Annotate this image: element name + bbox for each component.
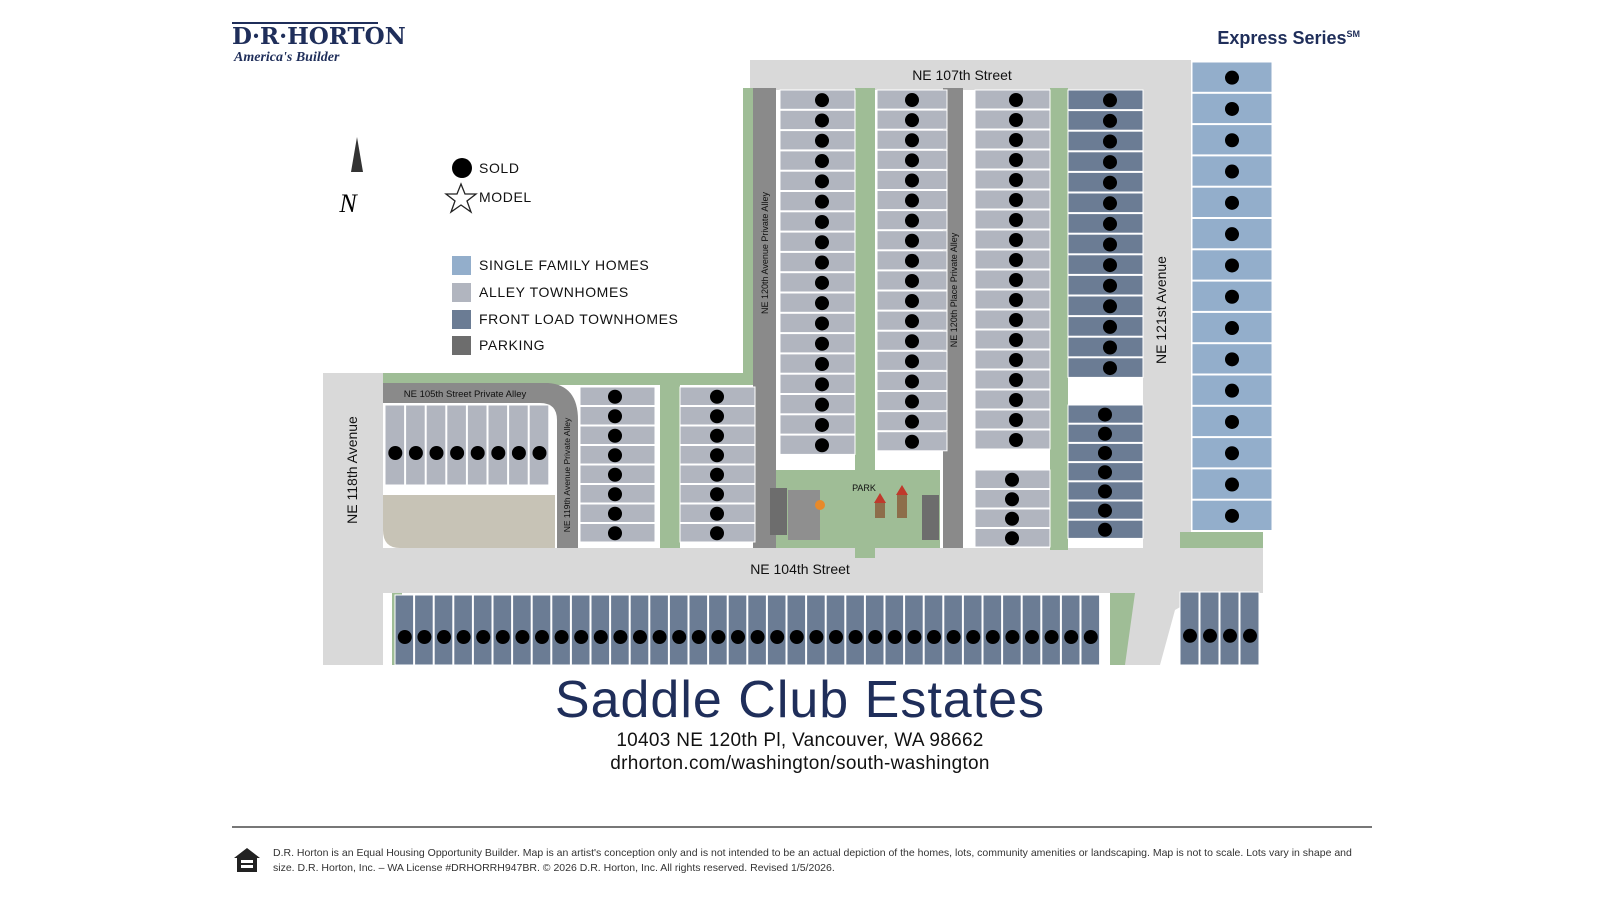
sold-dot-icon xyxy=(1225,227,1239,241)
sold-dot-icon xyxy=(457,630,471,644)
sold-dot-icon xyxy=(905,173,919,187)
sold-dot-icon xyxy=(815,398,829,412)
legal-disclaimer: D.R. Horton is an Equal Housing Opportunity Builder. Map is an artist's conception only and is not intended to be an actual depiction of the homes, lots, community amenities or landscaping. Map is not to scale. Lots vary in shape and size. D.R. Horton, Inc. – WA License #DRHORRH947BR. © 2026 D.R. Horton, Inc. All rights reserved. Revised 1/5/2026. xyxy=(273,847,1352,874)
sold-dot-icon xyxy=(515,630,529,644)
sold-dot-icon xyxy=(927,630,941,644)
sold-dot-icon xyxy=(1225,384,1239,398)
front-load-lot xyxy=(591,595,610,665)
sold-dot-icon xyxy=(1009,113,1023,127)
sold-dot-icon xyxy=(1103,238,1117,252)
sold-dot-icon xyxy=(1103,341,1117,355)
front-load-lot xyxy=(1240,592,1259,665)
sold-dot-icon xyxy=(1225,478,1239,492)
sold-dot-icon xyxy=(947,630,961,644)
sold-dot-icon xyxy=(417,630,431,644)
front-load-lot xyxy=(669,595,688,665)
front-load-lot xyxy=(1022,595,1041,665)
alley-townhome-lot xyxy=(529,405,549,485)
alley-ne-120th-ave: NE 120th Avenue Private Alley xyxy=(760,192,770,314)
front-load-lot xyxy=(1081,595,1100,665)
sold-dot-icon xyxy=(1103,361,1117,375)
sold-dot-icon xyxy=(1009,353,1023,367)
sold-dot-icon xyxy=(1009,373,1023,387)
alley-townhome-lot xyxy=(406,405,426,485)
sold-dot-icon xyxy=(1243,629,1257,643)
legend-alley-townhomes: ALLEY TOWNHOMES xyxy=(479,284,629,300)
sold-dot-icon xyxy=(692,630,706,644)
front-load-lot xyxy=(865,595,884,665)
sold-dot-icon xyxy=(1103,320,1117,334)
sold-dot-icon xyxy=(1009,273,1023,287)
sold-dot-icon xyxy=(770,630,784,644)
alley-townhome-lot xyxy=(509,405,529,485)
street-ne-107th: NE 107th Street xyxy=(912,67,1012,83)
sold-dot-icon xyxy=(1009,333,1023,347)
sold-dot-icon xyxy=(1009,173,1023,187)
front-load-lot xyxy=(748,595,767,665)
sold-dot-icon xyxy=(1223,629,1237,643)
sold-dot-icon xyxy=(555,630,569,644)
front-load-lot xyxy=(944,595,963,665)
front-load-lot xyxy=(885,595,904,665)
front-load-lot xyxy=(1061,595,1080,665)
north-arrow-icon xyxy=(351,137,363,172)
front-load-lot xyxy=(434,595,453,665)
sold-dot-icon xyxy=(815,438,829,452)
sold-dot-icon xyxy=(1045,630,1059,644)
sold-dot-icon xyxy=(1225,352,1239,366)
sold-dot-icon xyxy=(815,296,829,310)
sold-dot-icon xyxy=(966,630,980,644)
sold-dot-icon xyxy=(1009,153,1023,167)
front-load-lot xyxy=(846,595,865,665)
sold-dot-icon xyxy=(1009,413,1023,427)
model-star-icon xyxy=(446,184,476,212)
sold-dot-icon xyxy=(574,630,588,644)
front-load-lot xyxy=(571,595,590,665)
sold-dot-icon xyxy=(1225,321,1239,335)
sold-dot-icon xyxy=(849,630,863,644)
legend-model: MODEL xyxy=(479,189,532,205)
sold-dot-icon xyxy=(815,174,829,188)
sold-dot-icon xyxy=(1225,509,1239,523)
alley-townhomes-swatch xyxy=(452,283,471,302)
sold-dot-icon xyxy=(888,630,902,644)
sold-dot-icon xyxy=(710,507,724,521)
sold-dot-icon xyxy=(1103,217,1117,231)
sold-dot-icon xyxy=(907,630,921,644)
legend-sold: SOLD xyxy=(479,160,520,176)
sold-dot-icon xyxy=(1005,492,1019,506)
sold-dot-icon xyxy=(1009,133,1023,147)
sold-dot-icon xyxy=(815,357,829,371)
north-label: N xyxy=(339,189,357,218)
sold-dot-icon xyxy=(1225,71,1239,85)
front-load-lot xyxy=(767,595,786,665)
sold-dot-icon xyxy=(1009,253,1023,267)
front-load-lot xyxy=(1042,595,1061,665)
sold-dot-icon xyxy=(1009,433,1023,447)
sold-dot-icon xyxy=(1183,629,1197,643)
alley-townhome-lot xyxy=(467,405,487,485)
legend-front-load: FRONT LOAD TOWNHOMES xyxy=(479,311,679,327)
logo-wordmark: D·R·HORTON xyxy=(232,23,406,50)
sold-dot-icon xyxy=(1098,427,1112,441)
alley-ne-105th: NE 105th Street Private Alley xyxy=(403,389,527,400)
sold-dot-icon xyxy=(1084,630,1098,644)
community-address: 10403 NE 120th Pl, Vancouver, WA 98662 xyxy=(616,730,984,751)
front-load-swatch xyxy=(452,310,471,329)
sold-dot-icon xyxy=(1009,213,1023,227)
series-name: Express Series xyxy=(1217,28,1347,48)
sold-dot-icon xyxy=(1225,165,1239,179)
sold-dot-icon xyxy=(1225,196,1239,210)
front-load-lot xyxy=(728,595,747,665)
sold-dot-icon xyxy=(437,630,451,644)
front-load-lot xyxy=(689,595,708,665)
sold-dot-icon xyxy=(1064,630,1078,644)
sold-dot-icon xyxy=(1103,176,1117,190)
front-load-lot xyxy=(1220,592,1239,665)
sold-dot-icon xyxy=(608,390,622,404)
sold-dot-icon xyxy=(1009,293,1023,307)
sold-dot-icon xyxy=(1103,155,1117,169)
community-name: Saddle Club Estates xyxy=(554,671,1046,729)
front-load-lot xyxy=(905,595,924,665)
sold-dot-icon xyxy=(1009,393,1023,407)
front-load-lot xyxy=(650,595,669,665)
sold-dot-icon xyxy=(905,294,919,308)
sold-dot-icon xyxy=(868,630,882,644)
sold-dot-icon xyxy=(905,194,919,208)
sold-dot-icon xyxy=(1009,313,1023,327)
sold-dot-icon xyxy=(905,153,919,167)
front-load-lot xyxy=(552,595,571,665)
sold-dot-icon xyxy=(608,507,622,521)
sold-dot-icon xyxy=(815,316,829,330)
sold-dot-icon xyxy=(653,630,667,644)
equal-housing-icon xyxy=(232,846,262,876)
sold-dot-icon xyxy=(905,113,919,127)
sold-dot-icon xyxy=(608,487,622,501)
street-ne-121st-ave: NE 121st Avenue xyxy=(1153,256,1169,364)
front-load-lot xyxy=(963,595,982,665)
series-mark: SM xyxy=(1346,29,1360,39)
sold-dot-icon xyxy=(1005,473,1019,487)
sold-dot-icon xyxy=(1098,408,1112,422)
sold-dot-icon xyxy=(409,446,423,460)
sold-dot-icon xyxy=(608,409,622,423)
front-load-lot xyxy=(983,595,1002,665)
sold-dot-icon xyxy=(905,354,919,368)
sold-dot-icon xyxy=(815,195,829,209)
sold-dot-icon xyxy=(533,446,547,460)
sold-dot-icon xyxy=(905,435,919,449)
front-load-lot xyxy=(807,595,826,665)
front-load-lot xyxy=(532,595,551,665)
sold-dot-icon xyxy=(815,276,829,290)
sold-dot-icon xyxy=(1225,258,1239,272)
sold-dot-icon xyxy=(452,158,472,178)
sold-dot-icon xyxy=(633,630,647,644)
front-load-lot xyxy=(395,595,414,665)
sold-dot-icon xyxy=(672,630,686,644)
sold-dot-icon xyxy=(535,630,549,644)
sold-dot-icon xyxy=(608,448,622,462)
sold-dot-icon xyxy=(815,93,829,107)
street-ne-104th: NE 104th Street xyxy=(750,561,850,577)
sold-dot-icon xyxy=(905,314,919,328)
sold-dot-icon xyxy=(710,390,724,404)
sold-dot-icon xyxy=(1098,465,1112,479)
sold-dot-icon xyxy=(710,429,724,443)
front-load-lot xyxy=(611,595,630,665)
sold-dot-icon xyxy=(1103,279,1117,293)
sold-dot-icon xyxy=(711,630,725,644)
sold-dot-icon xyxy=(512,446,526,460)
sold-dot-icon xyxy=(809,630,823,644)
sold-dot-icon xyxy=(1103,114,1117,128)
sold-dot-icon xyxy=(1103,196,1117,210)
sold-dot-icon xyxy=(1009,233,1023,247)
sold-dot-icon xyxy=(1098,504,1112,518)
sold-dot-icon xyxy=(1103,135,1117,149)
front-load-lot xyxy=(473,595,492,665)
sold-dot-icon xyxy=(905,374,919,388)
sold-dot-icon xyxy=(905,415,919,429)
front-load-lot xyxy=(630,595,649,665)
sold-dot-icon xyxy=(608,526,622,540)
sold-dot-icon xyxy=(815,418,829,432)
sold-dot-icon xyxy=(496,630,510,644)
open-lot xyxy=(383,495,555,548)
sold-dot-icon xyxy=(710,448,724,462)
sold-dot-icon xyxy=(815,256,829,270)
sold-dot-icon xyxy=(1103,258,1117,272)
sold-dot-icon xyxy=(594,630,608,644)
sold-dot-icon xyxy=(450,446,464,460)
sold-dot-icon xyxy=(905,274,919,288)
sold-dot-icon xyxy=(476,630,490,644)
sold-dot-icon xyxy=(731,630,745,644)
sold-dot-icon xyxy=(1225,102,1239,116)
sold-dot-icon xyxy=(1203,629,1217,643)
street-ne-118th-ave: NE 118th Avenue xyxy=(344,416,360,524)
community-website[interactable]: drhorton.com/washington/south-washington xyxy=(610,753,990,774)
sold-dot-icon xyxy=(905,214,919,228)
sold-dot-icon xyxy=(1005,512,1019,526)
sold-dot-icon xyxy=(430,446,444,460)
sold-dot-icon xyxy=(1098,484,1112,498)
front-load-lot xyxy=(787,595,806,665)
park-label: PARK xyxy=(852,483,876,493)
sold-dot-icon xyxy=(986,630,1000,644)
single-family-swatch xyxy=(452,256,471,275)
sold-dot-icon xyxy=(1103,299,1117,313)
sold-dot-icon xyxy=(905,133,919,147)
sold-dot-icon xyxy=(471,446,485,460)
sold-dot-icon xyxy=(1225,446,1239,460)
sold-dot-icon xyxy=(1225,290,1239,304)
sold-dot-icon xyxy=(608,468,622,482)
sold-dot-icon xyxy=(815,215,829,229)
sold-dot-icon xyxy=(790,630,804,644)
sold-dot-icon xyxy=(815,134,829,148)
front-load-lot xyxy=(709,595,728,665)
alley-ne-120th-place: NE 120th Place Private Alley xyxy=(949,232,959,348)
sold-dot-icon xyxy=(1098,446,1112,460)
sold-dot-icon xyxy=(1005,630,1019,644)
sold-dot-icon xyxy=(1225,133,1239,147)
sold-dot-icon xyxy=(1225,415,1239,429)
sold-dot-icon xyxy=(815,337,829,351)
front-load-lot xyxy=(924,595,943,665)
sold-dot-icon xyxy=(398,630,412,644)
sold-dot-icon xyxy=(710,526,724,540)
sold-dot-icon xyxy=(905,395,919,409)
sold-dot-icon xyxy=(1009,193,1023,207)
sold-dot-icon xyxy=(815,235,829,249)
sold-dot-icon xyxy=(1009,93,1023,107)
sold-dot-icon xyxy=(1098,523,1112,537)
sold-dot-icon xyxy=(710,487,724,501)
sold-dot-icon xyxy=(1025,630,1039,644)
sold-dot-icon xyxy=(613,630,627,644)
sold-dot-icon xyxy=(815,113,829,127)
logo-tagline: America's Builder xyxy=(234,50,340,65)
sold-dot-icon xyxy=(388,446,402,460)
sold-dot-icon xyxy=(710,468,724,482)
legend-parking: PARKING xyxy=(479,337,546,353)
sold-dot-icon xyxy=(751,630,765,644)
alley-townhome-lot xyxy=(488,405,508,485)
sold-dot-icon xyxy=(1103,93,1117,107)
sold-dot-icon xyxy=(905,93,919,107)
alley-townhome-lot xyxy=(447,405,467,485)
alley-townhome-lot xyxy=(426,405,446,485)
legend-single-family: SINGLE FAMILY HOMES xyxy=(479,257,650,273)
sold-dot-icon xyxy=(815,377,829,391)
front-load-lot xyxy=(826,595,845,665)
sold-dot-icon xyxy=(905,334,919,348)
front-load-lot xyxy=(1180,592,1199,665)
front-load-lot xyxy=(1003,595,1022,665)
sold-dot-icon xyxy=(1005,531,1019,545)
front-load-lot xyxy=(513,595,532,665)
parking-swatch xyxy=(452,336,471,355)
front-load-lot xyxy=(1200,592,1219,665)
sold-dot-icon xyxy=(491,446,505,460)
front-load-lot xyxy=(415,595,434,665)
alley-ne-119th: NE 119th Avenue Private Alley xyxy=(562,417,572,533)
sold-dot-icon xyxy=(710,409,724,423)
front-load-lot xyxy=(454,595,473,665)
front-load-lot xyxy=(493,595,512,665)
sold-dot-icon xyxy=(815,154,829,168)
sold-dot-icon xyxy=(608,429,622,443)
sold-dot-icon xyxy=(829,630,843,644)
footer-divider xyxy=(232,826,1372,828)
sold-dot-icon xyxy=(905,254,919,268)
alley-townhome-lot xyxy=(385,405,405,485)
sold-dot-icon xyxy=(905,234,919,248)
